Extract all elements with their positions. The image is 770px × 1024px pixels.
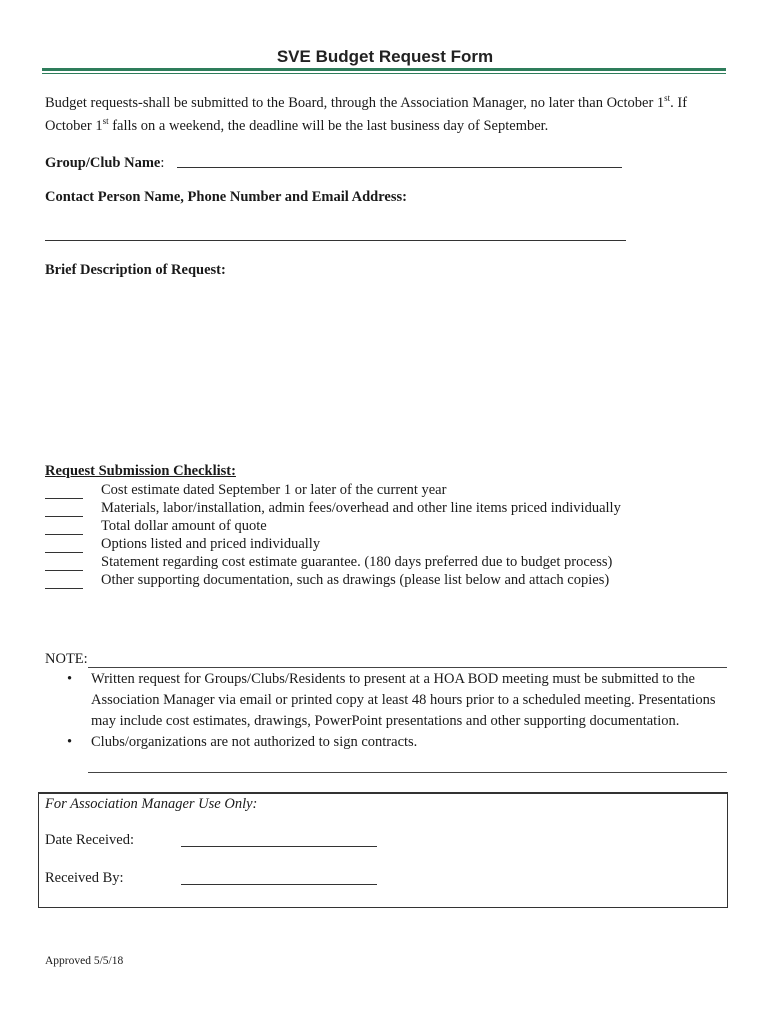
received-by-label: Received By: (45, 870, 124, 886)
group-name-colon: : (160, 155, 165, 171)
contact-field[interactable] (45, 225, 626, 241)
intro-text-2: . If October 1 (45, 95, 688, 134)
checklist-item-label: Cost estimate dated September 1 or later of the current year (101, 482, 447, 498)
intro-text-3: falls on a weekend, the deadline will be the last business day of September. (108, 118, 549, 134)
checklist-item (45, 517, 621, 535)
checklist-checkbox[interactable] (45, 574, 83, 589)
checklist-item-label: Other supporting documentation, such as drawings (please list below and attach copies) (101, 572, 610, 588)
note-item-text: Clubs/organizations are not authorized to sign contracts. (91, 734, 418, 750)
checklist-checkbox[interactable] (45, 538, 83, 553)
checklist-heading: Request Submission Checklist: (45, 463, 236, 479)
note-heading: NOTE: (45, 651, 88, 667)
approved-date: Approved 5/5/18 (45, 955, 124, 967)
intro-sup-1: st (664, 93, 671, 104)
checklist-item (45, 571, 621, 589)
description-label: Brief Description of Request: (45, 262, 226, 278)
note-divider-bottom (88, 772, 727, 773)
note-item (45, 669, 727, 732)
checklist-item-label: Total dollar amount of quote (101, 518, 267, 534)
received-by-field[interactable] (181, 869, 377, 885)
checklist-item-label: Options listed and priced individually (101, 536, 321, 552)
checklist-item (45, 481, 621, 499)
group-name-field[interactable] (177, 152, 622, 168)
checklist-checkbox[interactable] (45, 556, 83, 571)
note-list (45, 669, 727, 753)
checklist-item (45, 553, 621, 571)
submission-checklist (45, 463, 621, 589)
intro-sup-2: st (102, 116, 109, 127)
contact-label: Contact Person Name, Phone Number and Email Address: (45, 189, 407, 205)
note-divider-top (88, 667, 727, 668)
title-divider (42, 68, 726, 71)
note-section (45, 650, 727, 753)
checklist-item (45, 499, 621, 517)
note-item (45, 732, 727, 753)
description-field[interactable] (45, 285, 727, 455)
note-item-text: Written request for Groups/Clubs/Residents to present at a HOA BOD meeting must be submitted to the Association Manager via email or printed copy at least 48 hours prior to a scheduled meeting. Presentations may include cost estimates, drawings, PowerPoint presentations and other supporting documentation. (91, 671, 716, 729)
checklist-checkbox[interactable] (45, 484, 83, 499)
group-name-label: Group/Club Name (45, 155, 161, 171)
bullet-icon: • (67, 734, 73, 750)
date-received-label: Date Received: (45, 832, 134, 848)
intro-paragraph (45, 92, 735, 138)
page-title: SVE Budget Request Form (276, 47, 494, 66)
title-divider-thin (42, 73, 726, 74)
group-name-row (45, 154, 164, 172)
office-use-heading: For Association Manager Use Only: (45, 796, 258, 812)
intro-text-1: Budget requests-shall be submitted to the Board, through the Association Manager, no later than October 1 (45, 95, 665, 111)
checklist-item (45, 535, 621, 553)
checklist-item-label: Materials, labor/installation, admin fees/overhead and other line items priced individually (101, 500, 621, 516)
date-received-field[interactable] (181, 831, 377, 847)
checklist-checkbox[interactable] (45, 520, 83, 535)
checklist-item-label: Statement regarding cost estimate guarantee. (180 days preferred due to budget process) (101, 554, 613, 570)
bullet-icon: • (67, 671, 73, 687)
checklist-checkbox[interactable] (45, 502, 83, 517)
